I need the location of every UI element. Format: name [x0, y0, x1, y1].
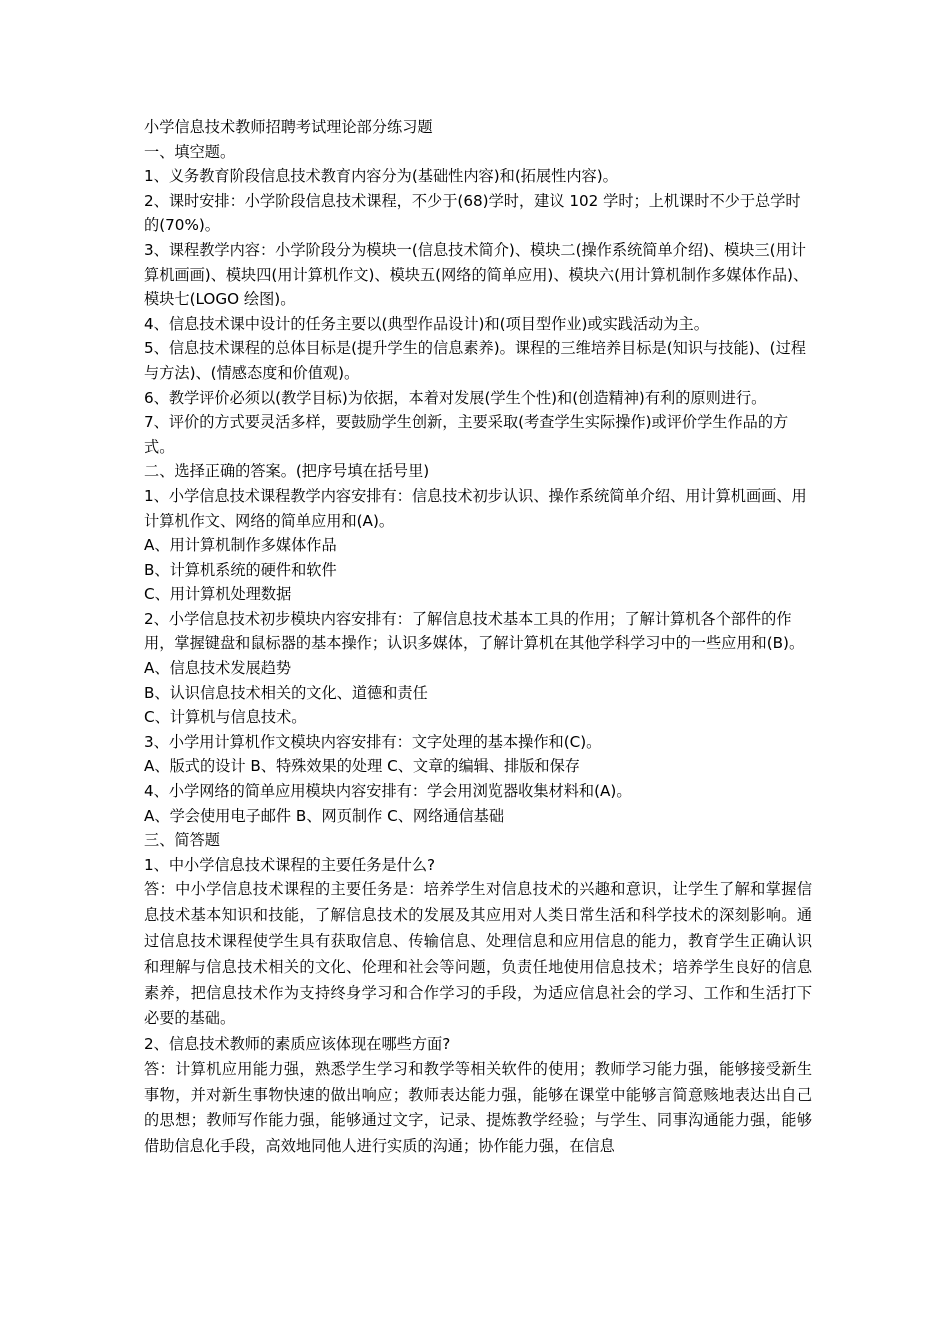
choice-question-2: 2、小学信息技术初步模块内容安排有：了解信息技术基本工具的作用；了解计算机各个部件的作用，掌握键盘和鼠标器的基本操作；认识多媒体，了解计算机在其他学科学习中的一些应用和(B)。: [144, 609, 805, 653]
choice-question-4: 4、小学网络的简单应用模块内容安排有：学会用浏览器收集材料和(A)。: [144, 782, 632, 801]
short-answer-question-1: 1、中小学信息技术课程的主要任务是什么?: [144, 855, 436, 874]
section-heading-short-answer: 三、简答题: [144, 831, 220, 850]
choice-q1-option-c: C、用计算机处理数据: [144, 585, 292, 604]
choice-q1-option-a: A、用计算机制作多媒体作品: [144, 536, 337, 555]
short-answer-answer-1: 答：中小学信息技术课程的主要任务是：培养学生对信息技术的兴趣和意识，让学生了解和掌握信息技术基本知识和技能，了解信息技术的发展及其应用对人类日常生活和科学技术的深刻影响。通过信息技术课程使学生具有获取信息、传输信息、处理信息和应用信息的能力，教育学生正确认识和理解与信息技术相关的文化、伦理和社会等问题，负责任地使用信息技术；培养学生良好的信息素养，把信息技术作为支持终身学习和合作学习的手段，为适应信息社会的学习、工作和生活打下必要的基础。: [144, 880, 812, 1028]
fill-in-item-4: 4、信息技术课中设计的任务主要以(典型作品设计)和(项目型作业)或实践活动为主。: [144, 314, 709, 333]
fill-in-item-1: 1、义务教育阶段信息技术教育内容分为(基础性内容)和(拓展性内容)。: [144, 167, 618, 186]
fill-in-item-2: 2、课时安排：小学阶段信息技术课程，不少于(68)学时，建议 102 学时；上机课时不少于总学时的(70%)。: [144, 191, 801, 235]
choice-q1-option-b: B、计算机系统的硬件和软件: [144, 560, 337, 579]
short-answer-answer-2: 答：计算机应用能力强，熟悉学生学习和教学等相关软件的使用；教师学习能力强，能够接受新生事物，并对新生事物快速的做出响应；教师表达能力强，能够在课堂中能够言简意赅地表达出自己的思想；教师写作能力强，能够通过文字，记录、提炼教学经验；与学生、同事沟通能力强，能够借助信息化手段，高效地同他人进行实质的沟通；协作能力强，在信息: [144, 1059, 812, 1156]
fill-in-item-5: 5、信息技术课程的总体目标是(提升学生的信息素养)。课程的三维培养目标是(知识与技能)、(过程与方法)、(情感态度和价值观)。: [144, 339, 806, 382]
choice-q2-option-b: B、认识信息技术相关的文化、道德和责任: [144, 683, 428, 702]
document-page: [144, 115, 812, 1160]
choice-q2-option-c: C、计算机与信息技术。: [144, 708, 307, 727]
choice-q3-options: A、版式的设计 B、特殊效果的处理 C、文章的编辑、排版和保存: [144, 757, 580, 776]
choice-q4-options: A、学会使用电子邮件 B、网页制作 C、网络通信基础: [144, 806, 505, 825]
document-title: 小学信息技术教师招聘考试理论部分练习题: [144, 118, 433, 136]
section-heading-choice: 二、选择正确的答案。(把序号填在括号里): [144, 462, 430, 481]
choice-question-1: 1、小学信息技术课程教学内容安排有：信息技术初步认识、操作系统简单介绍、用计算机画画、用计算机作文、网络的简单应用和(A)。: [144, 486, 807, 530]
section-heading-fill-in: 一、填空题。: [144, 142, 236, 161]
choice-q2-option-a: A、信息技术发展趋势: [144, 659, 292, 678]
fill-in-item-6: 6、教学评价必须以(教学目标)为依据，本着对发展(学生个性)和(创造精神)有利的原则进行。: [144, 388, 767, 407]
fill-in-item-7: 7、评价的方式要灵活多样，要鼓励学生创新，主要采取(考查学生实际操作)或评价学生作品的方式。: [144, 413, 789, 456]
fill-in-item-3: 3、课程教学内容：小学阶段分为模块一(信息技术简介)、模块二(操作系统简单介绍)、模块三(用计算机画画)、模块四(用计算机作文)、模块五(网络的简单应用)、模块六(用计算机制作多媒体作品)、模块七(LOGO 绘图)。: [144, 240, 809, 309]
choice-question-3: 3、小学用计算机作文模块内容安排有：文字处理的基本操作和(C)。: [144, 732, 602, 751]
short-answer-question-2: 2、信息技术教师的素质应该体现在哪些方面?: [144, 1035, 451, 1054]
